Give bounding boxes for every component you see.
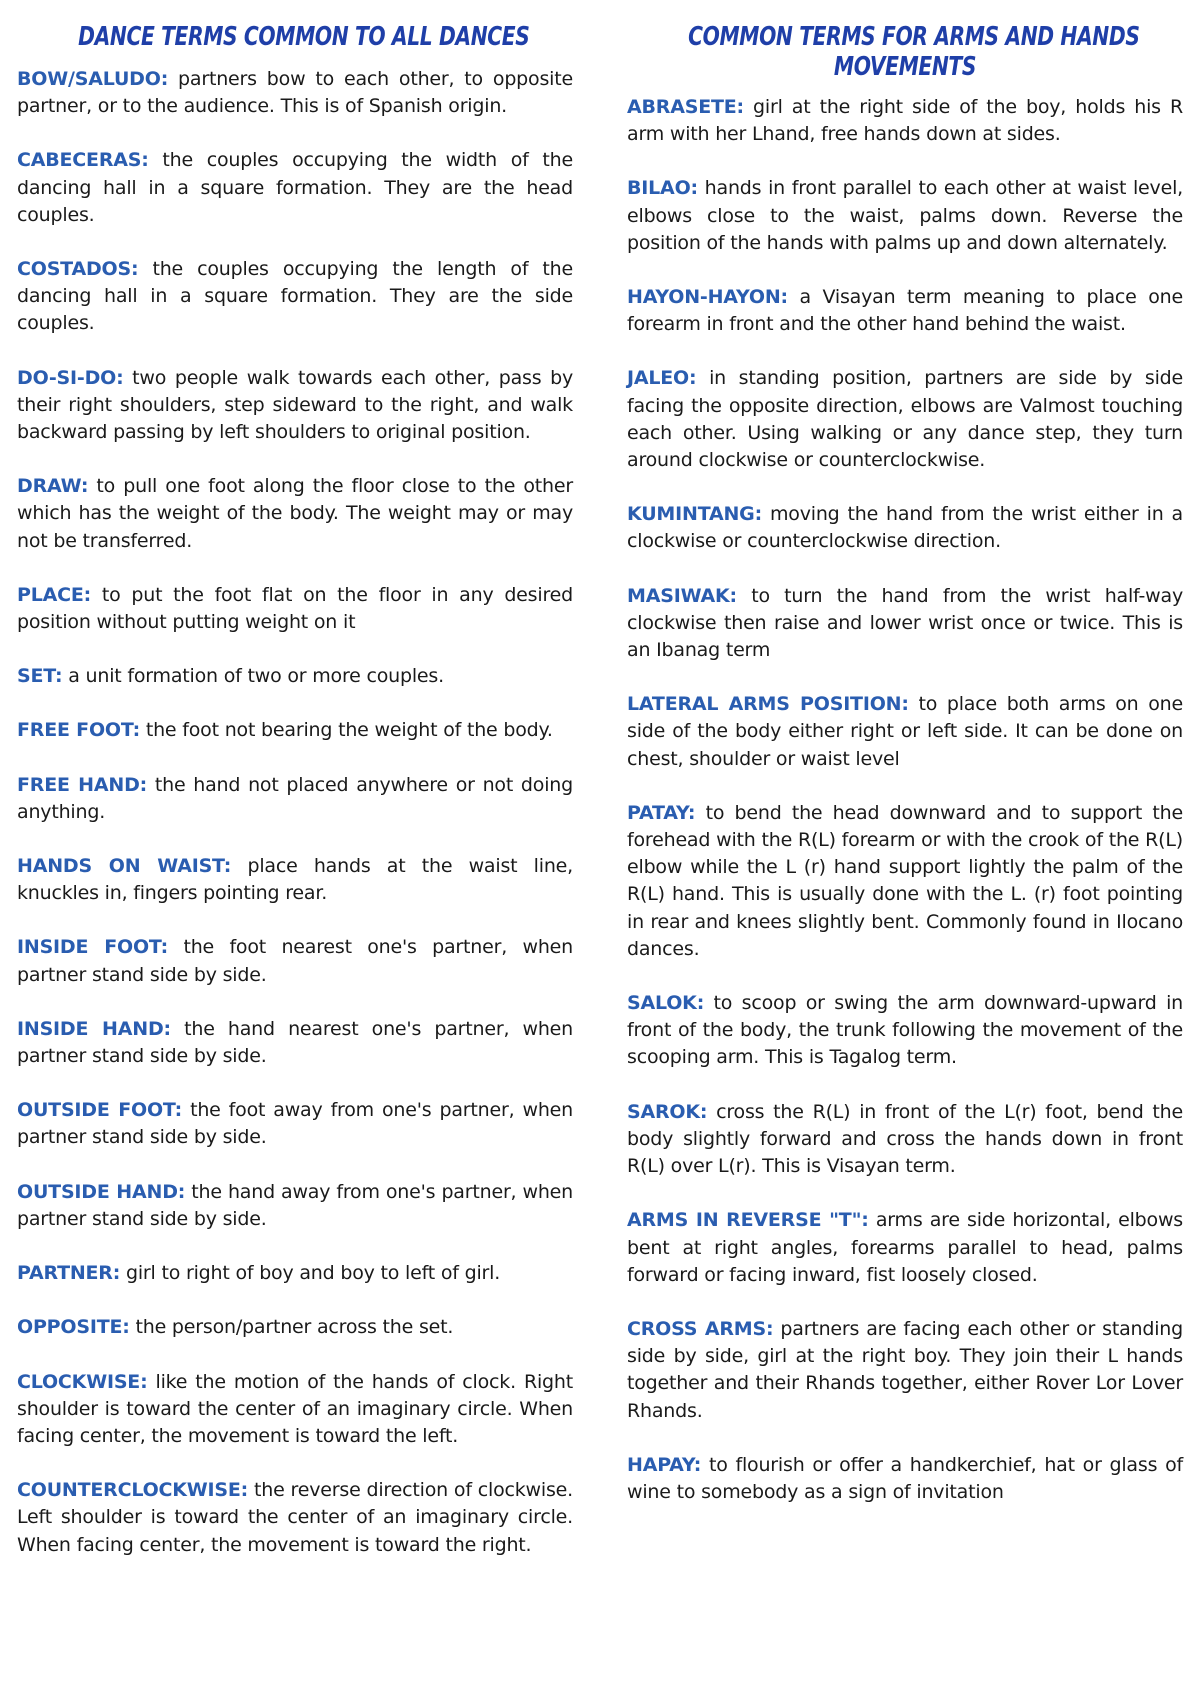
term-definition: girl at the right side of the boy, holds his R arm with her Lhand, free hands down at sides. [627,96,1183,146]
right-title-line1: COMMON TERMS FOR ARMS AND HANDS [688,22,1140,52]
glossary-entry [627,1207,1183,1289]
term-label: HAYON-HAYON: [627,286,788,309]
term-label: CLOCKWISE: [17,1370,148,1393]
glossary-entry [17,853,573,907]
term-definition: to put the foot flat on the floor in any desired position without putting weight on it [17,583,573,634]
glossary-entry [17,1097,573,1151]
left-terms-list [17,66,573,1559]
term-label: LATERAL ARMS POSITION: [627,693,909,716]
glossary-entry [627,1452,1183,1506]
glossary-entry [17,66,573,120]
term-definition: the couples occupying the width of the dancing hall in a square formation. They are the head couples. [17,149,573,226]
term-definition: partners bow to each other, to opposite partner, or to the audience. This is of Spanish origin. [17,68,573,118]
glossary-entry [17,1314,573,1341]
right-terms-list [627,94,1183,1506]
term-definition: to bend the head downward and to support the forehead with the R(L) forearm or with the crook of the R(L) elbow while the L (r) hand support lightly the palm of the R(L) hand. This is usually done with the L. (r) foot pointing in rear and knees slightly bent. Commonly found in Ilocano dances. [627,801,1183,960]
term-label: DRAW: [17,475,89,498]
glossary-entry [17,1369,573,1451]
term-label: INSIDE FOOT: [17,936,169,959]
term-label: SET: [17,665,63,688]
glossary-entry [17,1260,573,1287]
term-label: OPPOSITE: [17,1316,130,1339]
glossary-entry [627,800,1183,963]
term-definition: the hand nearest one's partner, when partner stand side by side. [17,1017,573,1068]
term-definition: to pull one foot along the floor close to the other which has the weight of the body. The weight may or may not be transferred. [17,475,573,552]
term-label: CROSS ARMS: [627,1317,774,1340]
term-definition: the hand away from one's partner, when partner stand side by side. [17,1180,573,1230]
term-definition: partners are facing each other or standing side by side, girl at the right boy. They join their L hands together and their Rhands together, either Rover Lor Lover Rhands. [627,1317,1183,1422]
term-label: CABECERAS: [17,149,149,172]
term-definition: arms are side horizontal, elbows bent at right angles, forearms parallel to head, palms forward or facing inward, fist loosely closed. [627,1209,1183,1286]
term-label: HANDS ON WAIST: [17,855,232,878]
right-title-line2: MOVEMENTS [833,52,977,82]
glossary-entry [17,934,573,988]
term-label: BOW/SALUDO: [17,68,169,90]
glossary-entry [17,365,573,447]
glossary-entry [627,501,1183,555]
glossary-entry [17,473,573,555]
glossary-entry [627,1099,1183,1181]
term-definition: a unit formation of two or more couples. [62,665,444,688]
glossary-entry [17,256,573,338]
term-definition: place hands at the waist line, knuckles in, fingers pointing rear. [17,855,573,905]
term-label: MASIWAK: [627,584,737,607]
term-definition: to flourish or offer a handkerchief, hat or glass of wine to somebody as a sign of invitation [627,1453,1183,1503]
glossary-entry [17,1477,573,1559]
term-label: PATAY: [627,801,696,824]
term-label: JALEO: [627,367,697,390]
term-definition: the foot away from one's partner, when partner stand side by side. [17,1099,573,1149]
glossary-entry [17,772,573,826]
term-label: COSTADOS: [17,258,139,281]
term-definition: cross the R(L) in front of the L(r) foot, bend the body slightly forward and cross the hands down in front R(L) over L(r). This is Visayan term. [627,1100,1183,1178]
term-label: BILAO: [627,177,698,200]
term-definition: the couples occupying the length of the dancing hall in a square formation. They are the side couples. [17,258,573,335]
term-definition: the person/partner across the set. [129,1316,454,1339]
term-definition: the foot not bearing the weight of the body. [140,719,553,742]
term-label: KUMINTANG: [627,503,762,526]
glossary-entry [627,691,1183,773]
term-definition: in standing position, partners are side by side facing the opposite direction, elbows are Valmost touching each other. Using walking or any dance step, they turn around clockwise or counterclockwise. [627,367,1183,472]
glossary-entry [627,365,1183,474]
term-definition: the foot nearest one's partner, when partner stand side by side. [17,936,573,986]
glossary-entry [17,663,573,690]
term-definition: to scoop or swing the arm downward-upward in front of the body, the trunk following the movement of the scooping arm. This is Tagalog term. [627,992,1183,1069]
term-label: INSIDE HAND: [17,1017,171,1040]
term-definition: girl to right of boy and boy to left of girl. [120,1262,501,1285]
glossary-entry [17,582,573,636]
left-column-title: DANCE TERMS COMMON TO ALL DANCES [78,22,530,52]
glossary-entry [627,175,1183,257]
glossary-entry [17,147,573,229]
term-label: SAROK: [627,1100,708,1123]
term-label: ABRASETE: [627,96,744,118]
glossary-entry [627,94,1183,148]
glossary-entry [627,284,1183,338]
term-definition: hands in front parallel to each other at waist level, elbows close to the waist, palms down. Reverse the position of the hands with palms up and down alternately. [627,177,1183,254]
term-definition: the hand not placed anywhere or not doing anything. [17,773,573,823]
term-definition: to place both arms on one side of the body either right or left side. It can be done on chest, shoulder or waist level [627,693,1183,770]
term-definition: a Visayan term meaning to place one forearm in front and the other hand behind the waist. [627,286,1183,336]
term-label: COUNTERCLOCKWISE: [17,1479,249,1502]
term-definition: two people walk towards each other, pass by their right shoulders, step sideward to the right, and walk backward passing by left shoulders to original position. [17,366,573,444]
term-label: OUTSIDE FOOT: [17,1099,183,1122]
term-label: FREE FOOT: [17,719,140,742]
glossary-entry [17,717,573,744]
term-definition: moving the hand from the wrist either in a clockwise or counterclockwise direction. [627,503,1183,553]
term-label: SALOK: [627,992,705,1015]
glossary-entry [17,1016,573,1070]
term-label: PLACE: [17,583,92,606]
term-label: FREE HAND: [17,773,148,796]
glossary-entry [627,1316,1183,1425]
glossary-entry [627,583,1183,665]
term-label: OUTSIDE HAND: [17,1180,186,1203]
term-definition: to turn the hand from the wrist half-way clockwise then raise and lower wrist once or twice. This is an Ibanag term [627,584,1183,662]
right-column [627,22,1183,1533]
term-label: PARTNER: [17,1262,121,1285]
term-definition: like the motion of the hands of clock. Right shoulder is toward the center of an imaginary circle. When facing center, the movement is toward the left. [17,1370,573,1447]
term-label: DO-SI-DO: [17,366,124,389]
term-definition: the reverse direction of clockwise. Left shoulder is toward the center of an imaginary circle. When facing center, the movement is toward the right. [17,1479,573,1556]
left-column [17,22,573,1586]
term-label: HAPAY: [627,1453,702,1476]
glossary-entry [627,990,1183,1072]
glossary-entry [17,1179,573,1233]
term-label: ARMS IN REVERSE "T": [627,1209,869,1232]
right-column-title [627,22,1183,82]
